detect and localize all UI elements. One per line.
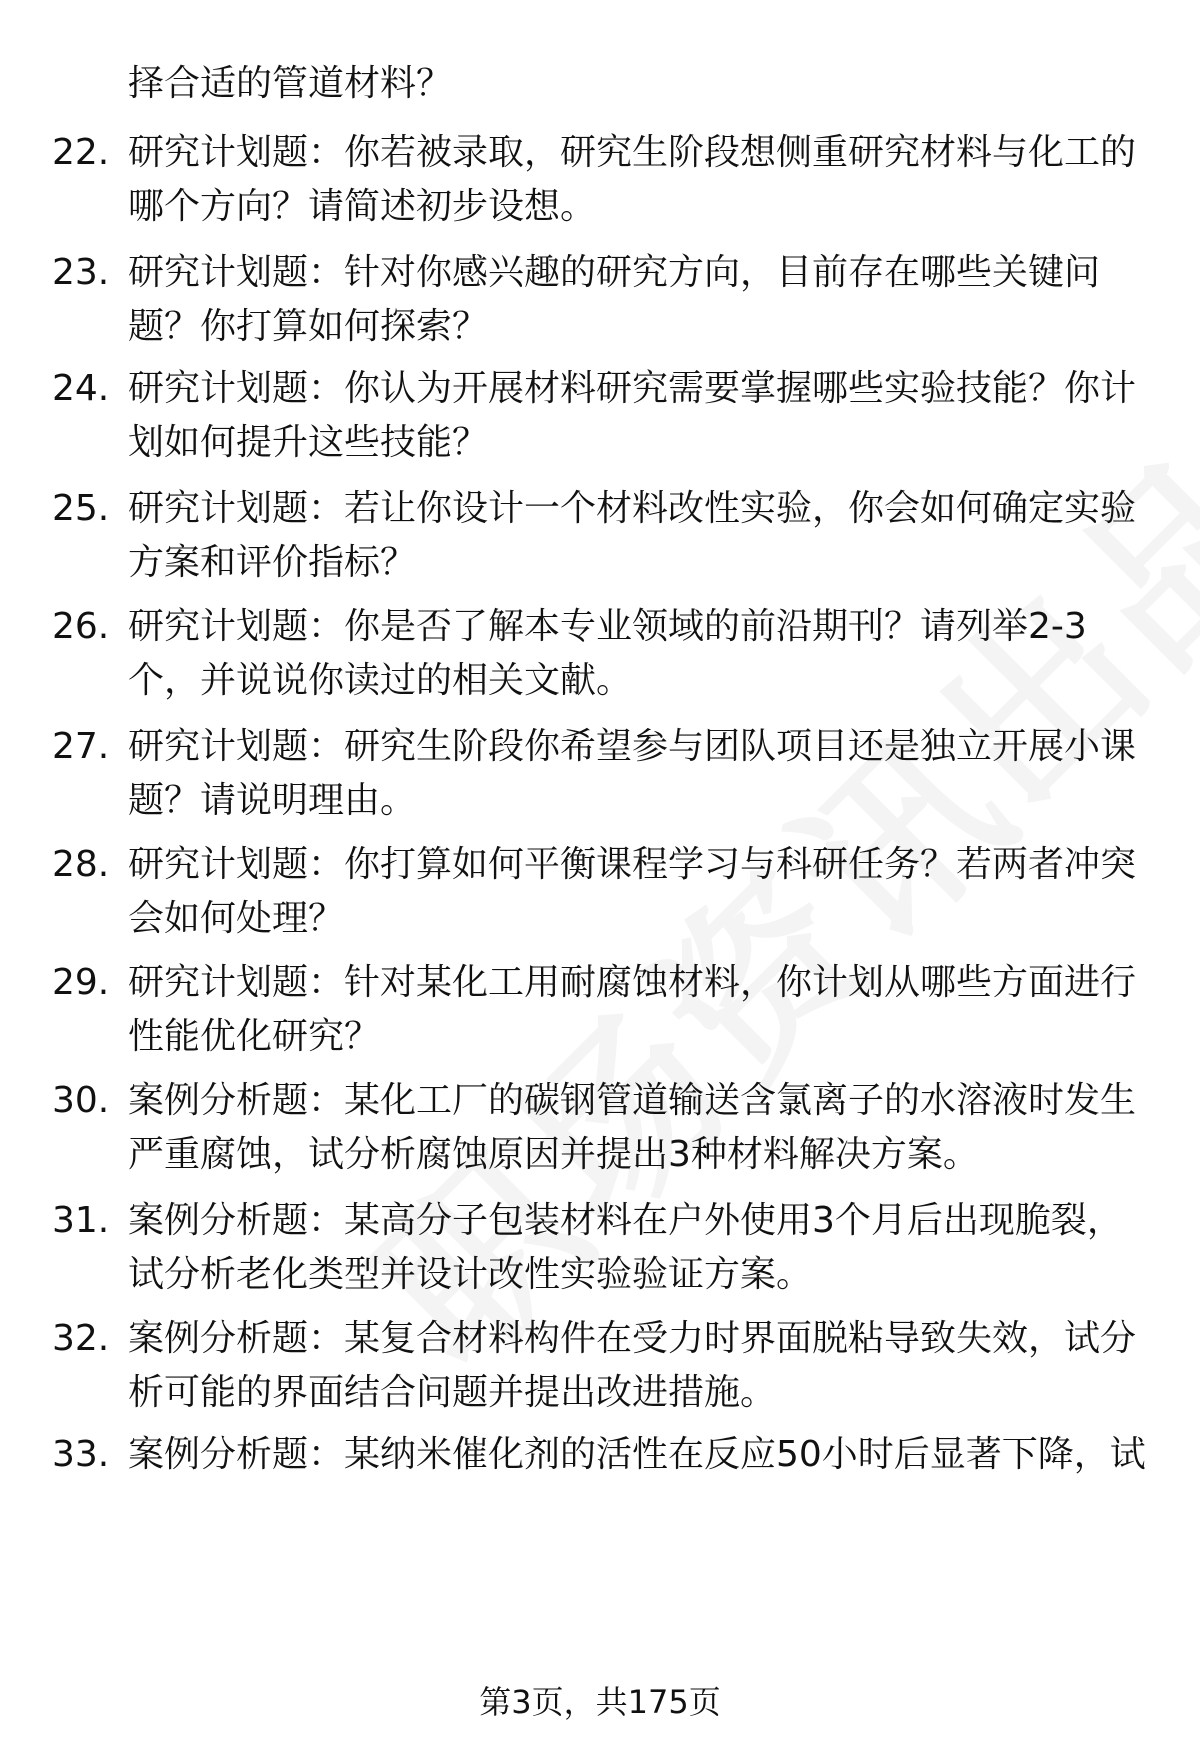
question-item <box>52 838 1162 946</box>
question-number: 33. <box>52 1434 110 1475</box>
question-number: 26. <box>52 606 110 647</box>
question-number: 31. <box>52 1200 110 1241</box>
question-number: 28. <box>52 844 110 885</box>
question-item <box>52 1428 1162 1482</box>
question-text: 案例分析题：某纳米催化剂的活性在反应50小时后显著下降，试 <box>128 1434 1146 1475</box>
question-number: 30. <box>52 1080 110 1121</box>
question-text: 案例分析题：某化工厂的碳钢管道输送含氯离子的水溶液时发生严重腐蚀，试分析腐蚀原因并提出3种材料解决方案。 <box>128 1080 1137 1175</box>
question-text: 研究计划题：针对某化工用耐腐蚀材料，你计划从哪些方面进行性能优化研究？ <box>128 962 1137 1057</box>
continuation-text: 择合适的管道材料？ <box>128 63 453 104</box>
question-text: 研究计划题：你若被录取，研究生阶段想侧重研究材料与化工的哪个方向？请简述初步设想。 <box>128 132 1137 227</box>
question-number: 29. <box>52 962 110 1003</box>
question-item <box>52 246 1162 354</box>
question-item <box>52 720 1162 828</box>
question-text: 研究计划题：研究生阶段你希望参与团队项目还是独立开展小课题？请说明理由。 <box>128 726 1137 821</box>
question-text: 研究计划题：你认为开展材料研究需要掌握哪些实验技能？你计划如何提升这些技能？ <box>128 368 1137 463</box>
question-number: 25. <box>52 488 110 529</box>
question-item <box>52 956 1162 1064</box>
question-text: 案例分析题：某高分子包装材料在户外使用3个月后出现脆裂，试分析老化类型并设计改性实验验证方案。 <box>128 1200 1123 1295</box>
question-number: 22. <box>52 132 110 173</box>
question-item <box>52 600 1162 708</box>
question-item <box>52 362 1162 470</box>
question-text: 研究计划题：针对你感兴趣的研究方向，目前存在哪些关键问题？你打算如何探索？ <box>128 252 1101 347</box>
page-footer: 第3页，共175页 <box>479 1683 721 1721</box>
question-item <box>52 1074 1162 1182</box>
question-number: 23. <box>52 252 110 293</box>
question-item <box>52 482 1162 590</box>
question-number: 24. <box>52 368 110 409</box>
question-text: 研究计划题：你是否了解本专业领域的前沿期刊？请列举2-3个，并说说你读过的相关文献。 <box>128 606 1087 701</box>
question-item <box>52 126 1162 234</box>
question-text: 研究计划题：你打算如何平衡课程学习与科研任务？若两者冲突会如何处理？ <box>128 844 1137 939</box>
question-item <box>52 1194 1162 1302</box>
question-number: 27. <box>52 726 110 767</box>
question-text: 案例分析题：某复合材料构件在受力时界面脱粘导致失效，试分析可能的界面结合问题并提出改进措施。 <box>128 1318 1137 1413</box>
question-item <box>52 1312 1162 1420</box>
question-text: 研究计划题：若让你设计一个材料改性实验，你会如何确定实验方案和评价指标？ <box>128 488 1137 583</box>
question-number: 32. <box>52 1318 110 1359</box>
